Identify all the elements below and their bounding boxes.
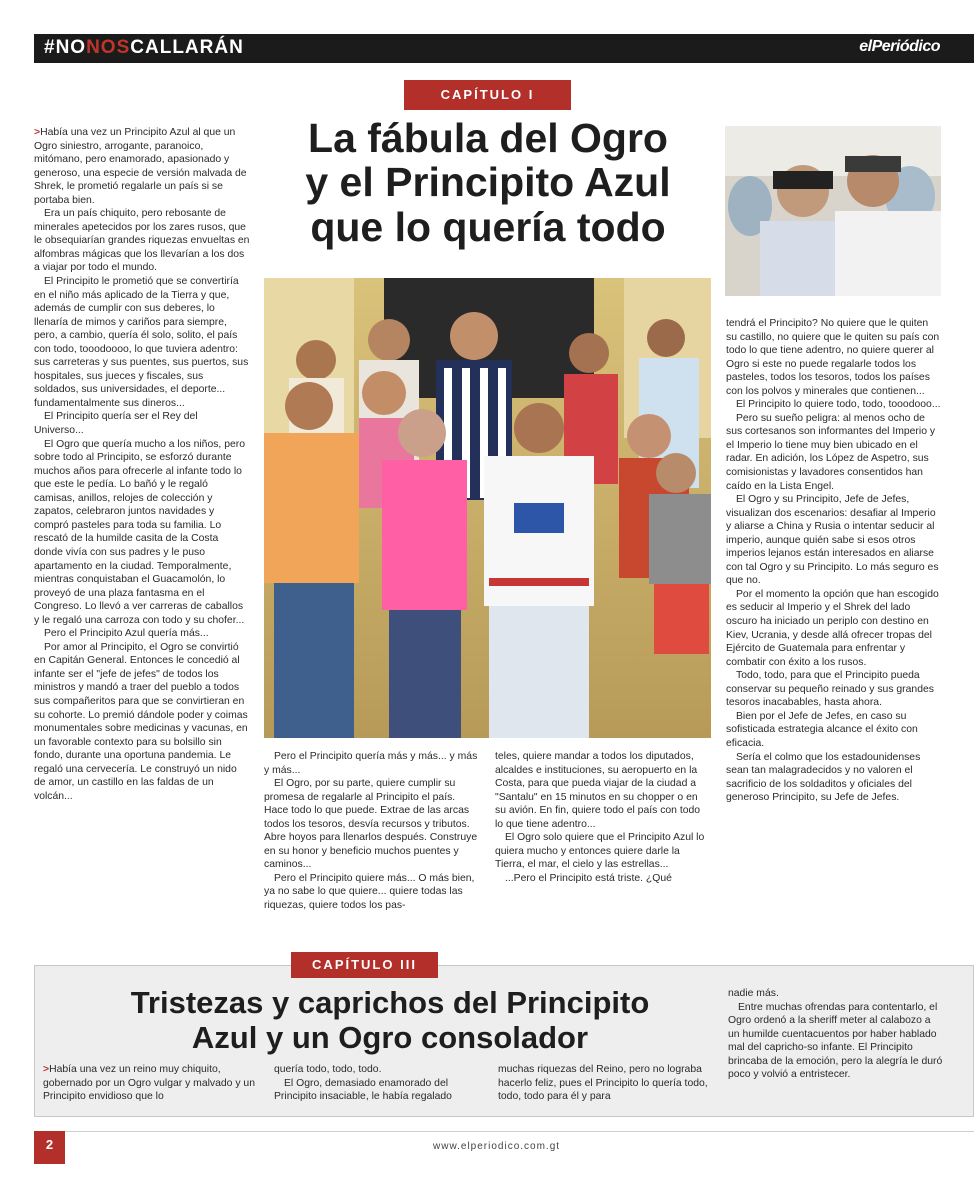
article-column-1: >Había una vez un Principito Azul al que un Ogro siniestro, arrogante, paranoico, mitómano, pero enamorado, apasionado y generoso, una especie de versión malvada de Shrek, le prometió regalarle un país si se portaba bien. Era un país chiquito, pero rebosante de minerales apetecidos por los zares rusos, que le obsequiarían grandes riquezas envueltas en alfombras mágicas que los llevarían a los dos a viajar por todo el mundo. El Principito le prometió que se convertiría en el niño más aplicado de la Tierra y que, además de cumplir con sus deberes, lo llenaría de mimos y cariños para siempre, pero, a cambio, quería él solo, solito, el país con todo, tooodoooo, lo que tuviera adentro: sus carreteras y sus puentes, sus puertos, sus hospitales, sus jueces y fiscales, sus soldados, sus universidades, el deporte... fundamentalmente sus dineros... El Principito quería ser el Rey del Universo... El Ogro que quería mucho a los niños, pero sobre todo al Principito, se esforzó durante muchos años para ofrecerle al infante todo lo que este le pedía. Lo bañó y le regaló camisas, anillos, relojes de colección y zapatos, celebraron juntos navidades y compró pasteles para toda su familia. Lo rescató de la humilde casita de la Costa donde vivía con sus padres y le puso apartamento en la ciudad. Temporalmente, mientras conquistaban el Guacamolón, lo proveyó de una plaza fantasma en el Congreso. Lo llevó a ver carreras de caballos y le regaló una carroza con todo y su chofer... Pero el Principito Azul quería más... Por amor al Principito, el Ogro se convirtió en Capitán General. Entonces le concedió al infante ser el "jefe de jefes" de todos los ministros y mandó a traer del pueblo a todos sus compañeritos para que se convirtieran en su cohorte. Lo premió dándole poder y coimas monumentales sobre medicinas y vacunas, en un favorable contexto para su bolsillo sin fondo, durante una oportuna pandemia. Le regaló una cervecería. Le construyó un nido de amor, un castillo en las faldas de un volcán... (34, 127, 250, 802)
group-photo (264, 278, 711, 738)
chapter-3-column-1: >Había una vez un reino muy chiquito, gobernado por un Ogro vulgar y malvado y un Principito envidioso que lo (43, 1064, 255, 1103)
footer-divider (34, 1131, 974, 1132)
site-url[interactable]: www.elperiodico.com.gt (433, 1141, 561, 1152)
chapter-3-tag: CAPÍTULO III (291, 952, 438, 978)
red-marker-icon: > (43, 1064, 50, 1075)
chapter-1-tag: CAPÍTULO I (404, 80, 571, 110)
chapter-3-headline: Tristezas y caprichos del Principito Azul y un Ogro consolador (130, 985, 650, 1055)
masthead-bar (34, 34, 974, 63)
article-column-3: teles, quiere mandar a todos los diputados, alcaldes e instituciones, su aeropuerto en la Costa, para que pueda viajar de la ciudad a "Santalu" en 15 minutos en su chopper o en su avión. En fin, quiere todo el país con todo lo que tiene adentro... El Ogro solo quiere que el Principito Azul lo quiera mucho y entonces quiere darle la Tierra, el mar, el cielo y las estrellas... ...Pero el Principito está triste. ¿Qué (495, 751, 705, 884)
chapter-3-column-3: muchas riquezas del Reino, pero no lograba hacerlo feliz, pues el Principito lo quería todo, todo, todo para él y para (498, 1064, 708, 1103)
page-number: 2 (34, 1131, 65, 1164)
chapter-3-column-2: quería todo, todo, todo. El Ogro, demasiado enamorado del Principito insaciable, le había regalado (274, 1064, 452, 1103)
hashtag-label: #NONOSCALLARÁN (44, 37, 244, 58)
chapter-3-column-4: nadie más. Entre muchas ofrendas para contentarlo, el Ogro ordenó a la sheriff meter al calabozo a un humilde cuentacuentos por haber hablado mal del capricho-so infante. El Principito brincaba de la emoción, pero la alegría le duró poco y volvió a entristecer. (728, 988, 943, 1081)
selfie-photo (725, 126, 941, 296)
article-column-4: tendrá el Principito? No quiere que le quiten su castillo, no quiere que le quiten su país con todo lo que tiene adentro, no quiere querer al Ogro si este no puede regalarle todos los pasteles, todos los tesoros, todos los países con los polvos y minerales que contienen... El Principito lo quiere todo, todo, tooodooo... Pero su sueño peligra: al menos ocho de sus cortesanos son informantes del Imperio y el Imperio lo tiene muy bien ubicado en el radar. En adición, los López de Aspetro, sus comisionistas y lavadores consentidos han caído en la Lista Engel. El Ogro y su Principito, Jefe de Jefes, visualizan dos escenarios: desafiar al Imperio y aliarse a China y Rusia o intentar seducir al imperio, aunque quién sabe si esos otros imperios lejanos están interesados en aliarse con tal Ogro y su Principito. Lo más seguro es que no. Por el momento la opción que han escogido es seducir al Imperio y el Shrek del lado oscuro ha iniciado un periplo con destino en Kiev, Ucrania, y desde allá ofrecer tropas del Ejército de Guatemala para enfrentar y combatir con éxito a los rusos. Todo, todo, para que el Principito pueda conservar su pequeño reinado y sus grandes tesoros inacabables, hasta ahora. Bien por el Jefe de Jefes, en caso su sofisticada estrategia alcance el éxito con eficacia. Sería el colmo que los estadounidenses sean tan malagradecidos y no valoren el sacrificio de los soldaditos y oficiales del generoso Principito, su Jefe de Jefes. (726, 318, 941, 804)
red-marker-icon: > (34, 127, 41, 138)
brand-logo: elPeriódico (859, 38, 940, 55)
chapter-1-headline: La fábula del Ogro y el Principito Azul que lo quería todo (305, 115, 671, 250)
article-column-2: Pero el Principito quería más y más... y más y más... El Ogro, por su parte, quiere cumplir su promesa de regalarle al Principito el país. Hace todo lo que puede. Extrae de las arcas todos los tesoros, desvía recursos y tributos. Abre hoyos para llenarlos después. Construye en su honor y beneficio muchos puentes y caminos... Pero el Principito quiere más... O más bien, ya no sabe lo que quiere... quiere todas las riquezas, quiere todos los pas- (264, 751, 478, 912)
